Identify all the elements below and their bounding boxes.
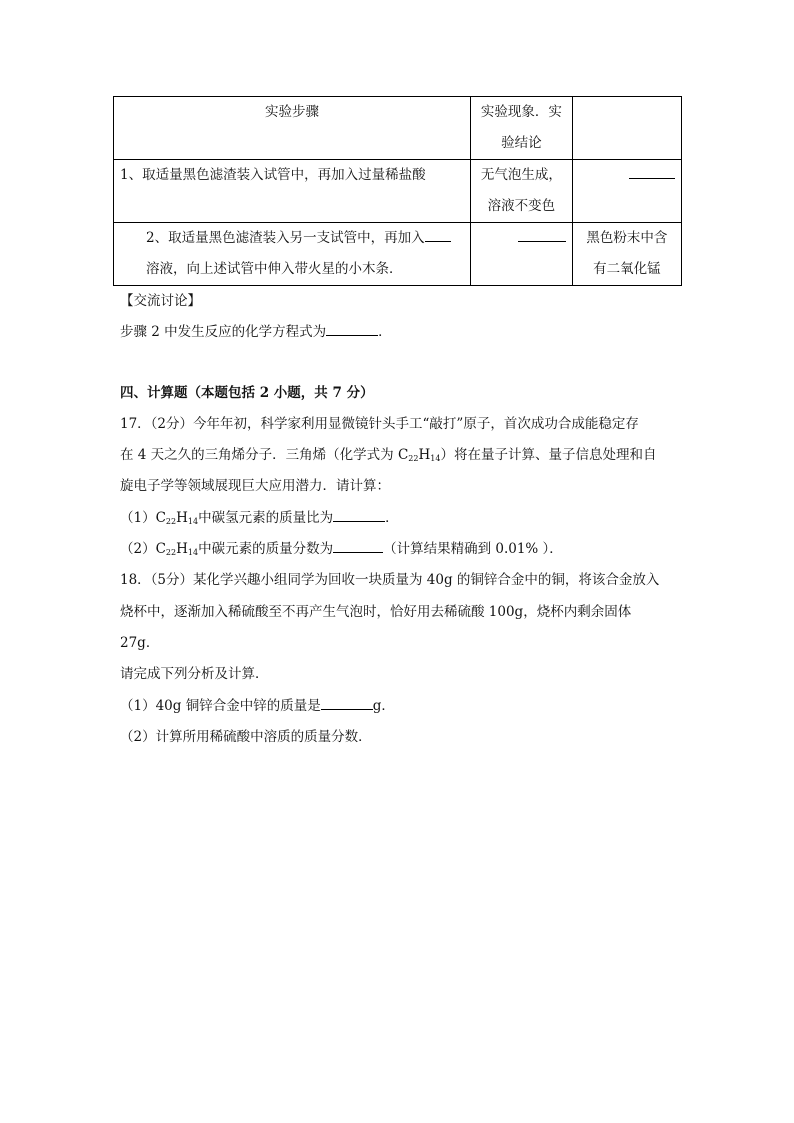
discussion-question: 步骤 2 中发生反应的化学方程式为 ． (120, 317, 392, 348)
q18-text-line: 请完成下列分析及计算． (120, 666, 269, 682)
q17-text-line: 17．（2分）今年年初，科学家利用显微镜针头手工“敲打”原子，首次成功合成能稳定存 (120, 416, 639, 432)
q18-text-line: 18．（5分）某化学兴趣小组同学为回收一块质量为 40g 的铜锌合金中的铜，将该合金放入 (120, 572, 660, 588)
answer-blank[interactable] (629, 165, 675, 180)
conclusion-cell: 黑色粉末中含 有二氧化锰 (572, 223, 681, 286)
answer-blank[interactable] (518, 228, 566, 243)
table-row (114, 160, 682, 223)
q17-text-line: 旋电子学等领域展现巨大应用潜力．请计算： (120, 478, 390, 494)
answer-blank[interactable] (326, 322, 378, 337)
q18-text-line: 烧杯中，逐渐加入稀硫酸至不再产生气泡时，恰好用去稀硫酸 100g，烧杯内剩余固体 (120, 604, 632, 620)
header-conclusion (572, 97, 681, 160)
table-header-row (114, 97, 682, 160)
answer-blank[interactable] (333, 508, 385, 523)
table-row (114, 223, 682, 286)
step-cell: 2、取适量黑色滤渣装入另一支试管中，再加入 溶液，向上述试管中伸入带火星的小木条． (114, 223, 471, 286)
header-phenomenon: 实验现象．实验结论 (470, 97, 572, 160)
discussion-heading: 【交流讨论】 (120, 293, 201, 309)
q18-text-line: 27g． (120, 635, 160, 651)
answer-blank[interactable] (333, 539, 383, 554)
section-title: 四、计算题（本题包括 2 小题，共 7 分） (120, 385, 374, 401)
q18-part2: （2）计算所用稀硫酸中溶质的质量分数． (120, 729, 372, 745)
q17-part2: $(2)C_{22}H_{14}$中碳元素的质量分数为 （计算结果精确到 0.01% ）． (120, 534, 563, 565)
phenomenon-cell (470, 223, 572, 286)
q17-part1: $(1)C_{22}H_{14}$中碳氢元素的质量比为 ． (120, 503, 399, 534)
header-step: 实验步骤 (114, 97, 471, 160)
phenomenon-cell: 无气泡生成， 溶液不变色 (470, 160, 572, 223)
conclusion-cell (572, 160, 681, 223)
answer-blank[interactable] (321, 696, 373, 711)
answer-blank[interactable] (425, 228, 451, 243)
experiment-table (113, 96, 682, 286)
q17-text-line: 在 4 天之久的三角烯分子．三角烯（化学式为 $C_{22}H_{14}$）将在量子计算、量子信息处理和自 (120, 447, 657, 463)
step-cell: 1、取适量黑色滤渣装入试管中，再加入过量稀盐酸 (114, 160, 471, 223)
q18-part1: （1）40g 铜锌合金中锌的质量是 g． (120, 691, 395, 722)
